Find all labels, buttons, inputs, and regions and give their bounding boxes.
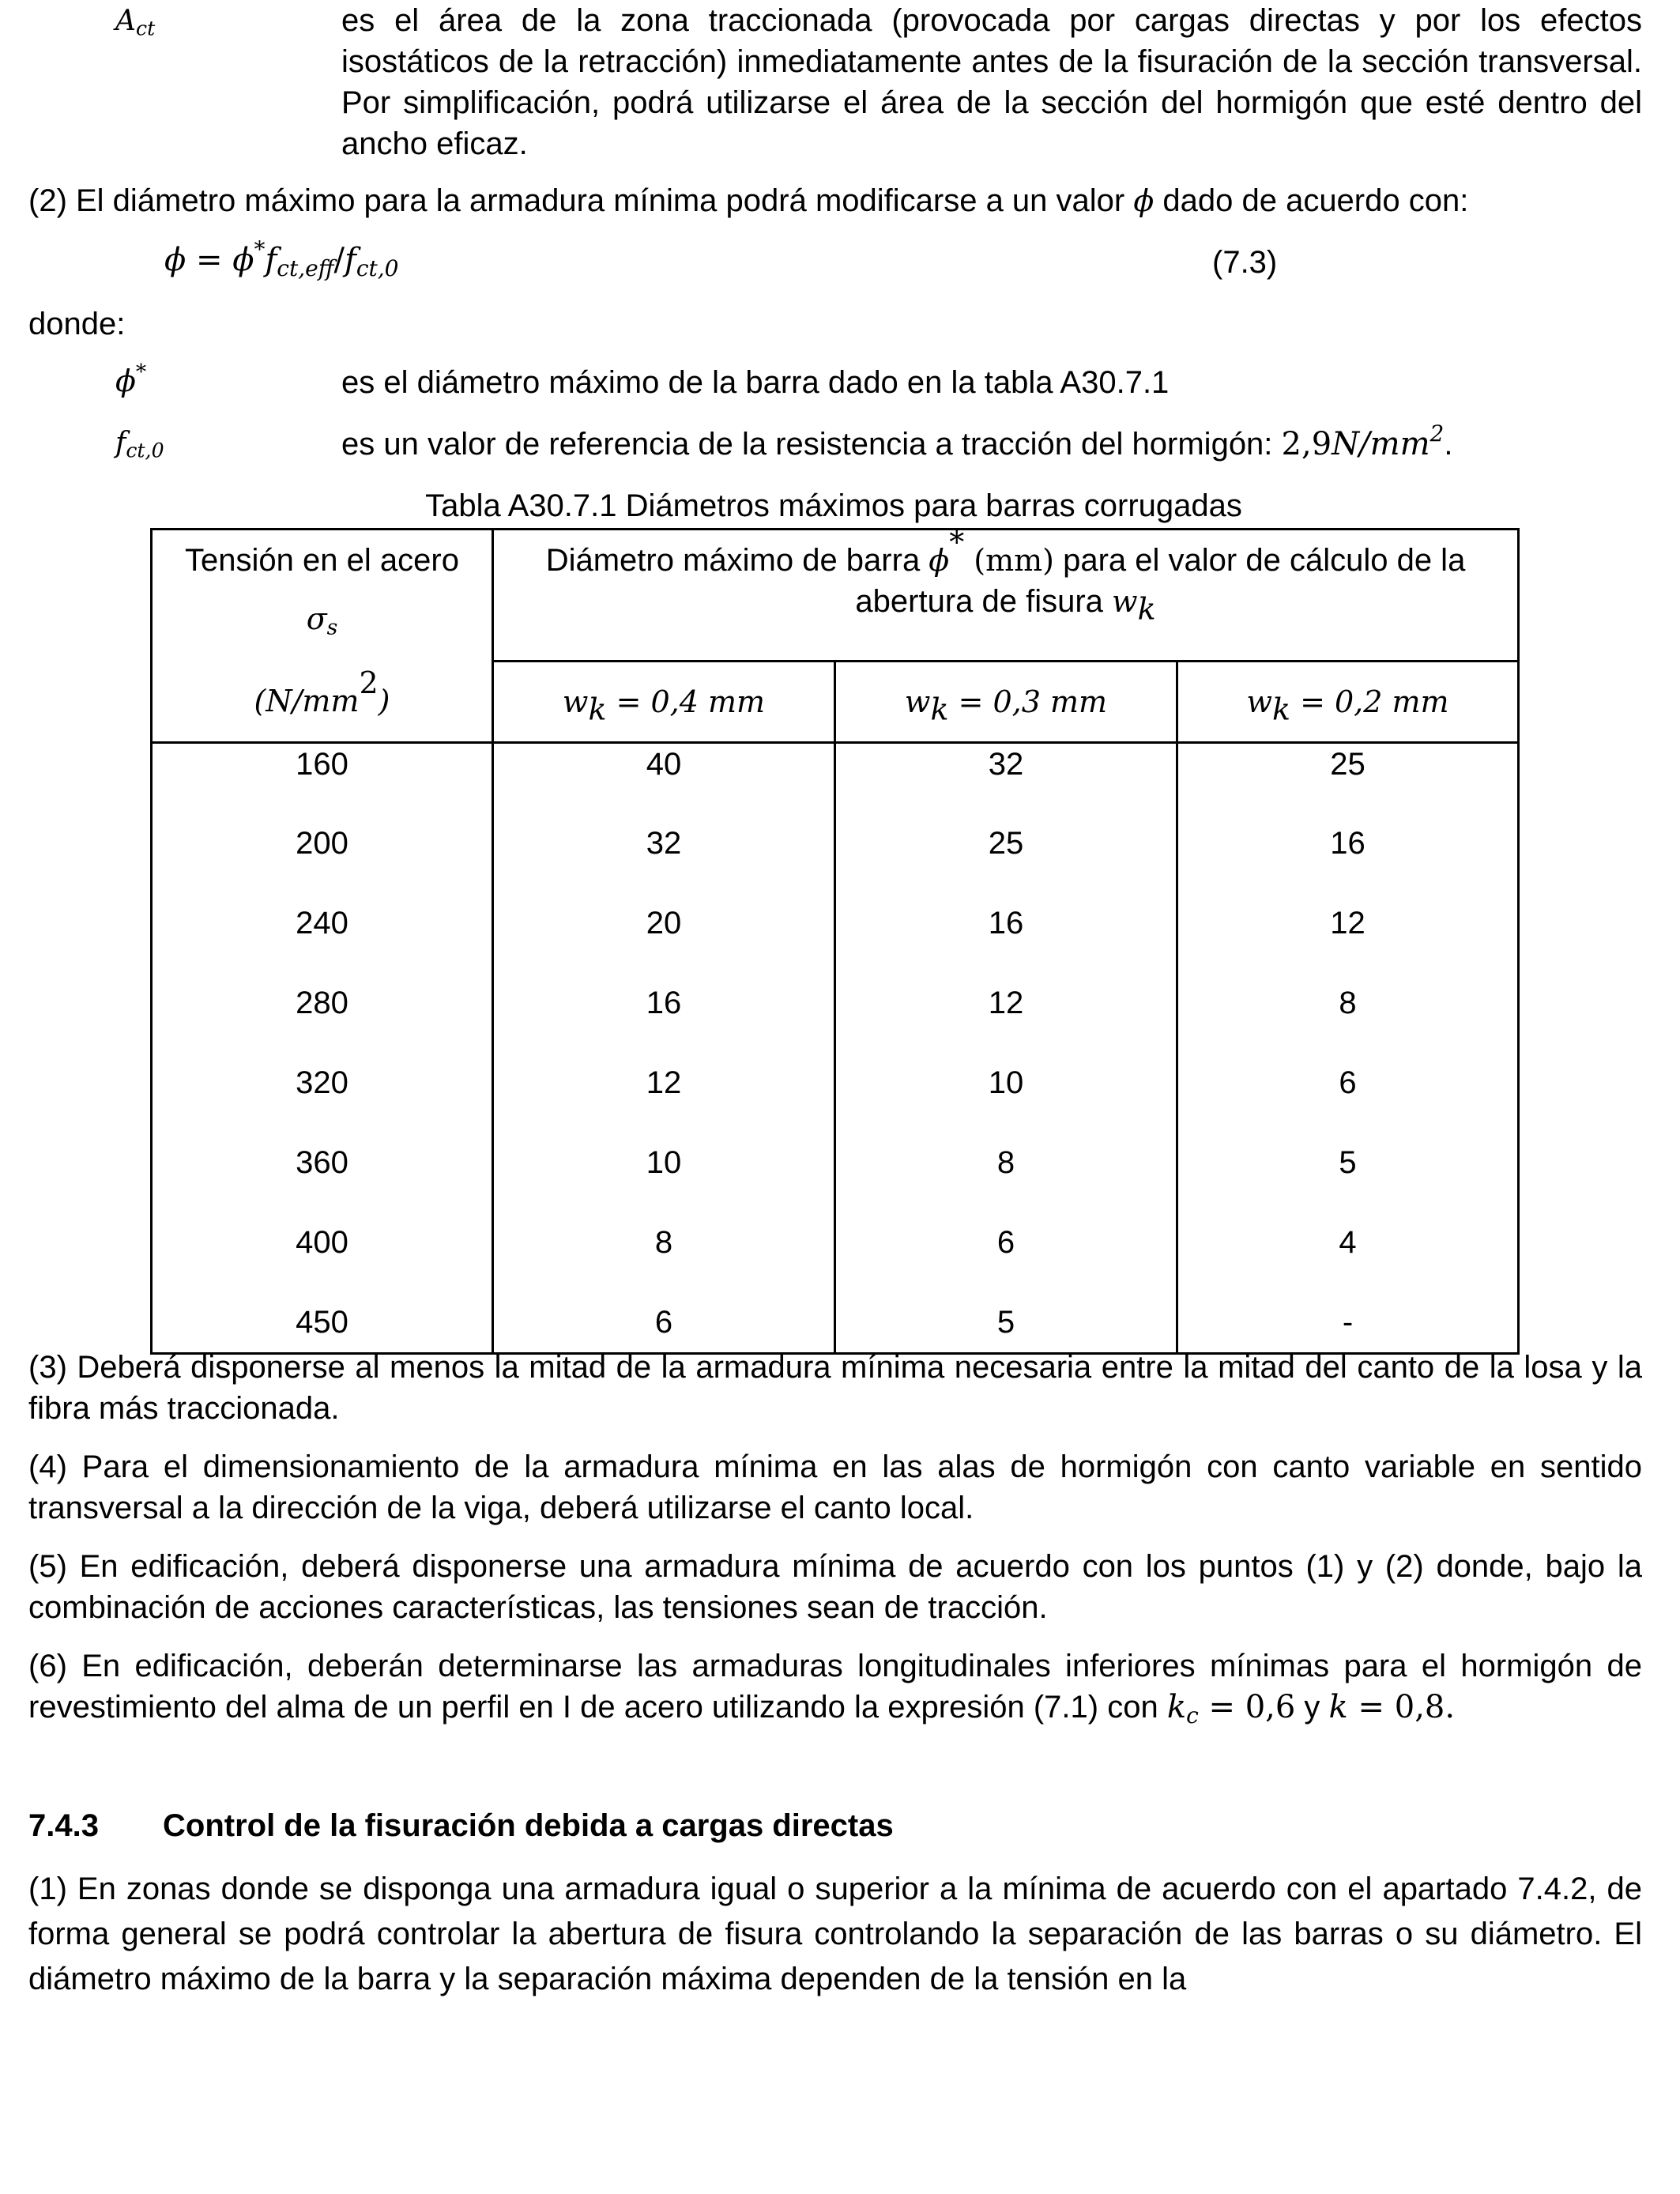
table-cell: 200 (152, 823, 493, 903)
table-cell: 280 (152, 982, 493, 1062)
subheader-wk-03: $w_k = 0,3$ mm (835, 662, 1177, 743)
fct0-definition: es un valor de referencia de la resistencia a tracción del hormigón: $2,9N/mm^2$. (341, 420, 1453, 462)
subheader-wk-02: $w_k = 0,2$ mm (1177, 662, 1519, 743)
table-cell: - (1177, 1302, 1519, 1354)
col1-header-top (152, 530, 493, 662)
table-cell: 10 (493, 1142, 835, 1222)
table-row (152, 823, 1519, 903)
table-cell: 450 (152, 1302, 493, 1354)
table-cell: 400 (152, 1222, 493, 1302)
table-cell: 16 (835, 903, 1177, 982)
table-row (152, 743, 1519, 823)
table-cell: 320 (152, 1062, 493, 1142)
table-cell: 12 (493, 1062, 835, 1142)
table-cell: 12 (835, 982, 1177, 1062)
table-cell: 8 (493, 1222, 835, 1302)
table-cell: 16 (493, 982, 835, 1062)
table-cell: 6 (835, 1222, 1177, 1302)
table-caption: Tabla A30.7.1 Diámetros máximos para barras corrugadas (425, 488, 1242, 523)
symbol-act: $A_{ct}$ (115, 5, 156, 40)
col1-header-label: Tensión en el acero (185, 543, 459, 578)
paragraph-4: (4) Para el dimensionamiento de la armadura mínima en las alas de hormigón con canto variable en sentido transversal a la dirección de la viga, deberá utilizarse el canto local. (28, 1449, 1642, 1525)
table-cell: 360 (152, 1142, 493, 1222)
group-header: Diámetro máximo de barra ϕ* (mm) para el valor de cálculo de la abertura de fisura $w_k$ (493, 530, 1519, 662)
table-cell: 8 (1177, 982, 1519, 1062)
table-cell: 25 (835, 823, 1177, 903)
table-cell: 5 (1177, 1142, 1519, 1222)
table-cell: 32 (493, 823, 835, 903)
paragraph-6: (6) En edificación, deberán determinarse las armaduras longitudinales inferiores mínimas para el hormigón de revestimiento del alma de un perfil en I de acero utilizando la expresión (7.1) con $k_c = 0,6$ y k = 0,8. (28, 1649, 1642, 1728)
table-cell: 20 (493, 903, 835, 982)
table-cell: 5 (835, 1302, 1177, 1354)
section-number: 7.4.3 (28, 1808, 99, 1843)
act-definition: es el área de la zona traccionada (provocada por cargas directas y por los efectos isostáticos de la retracción) inmediatamente antes de la fisuración de la sección transversal. Por simplificación, podrá utilizarse el área de la sección del hormigón que esté dentro del ancho eficaz. (341, 3, 1642, 161)
symbol-fct0: $f_{ct,0}$ (115, 427, 164, 462)
subheader-wk-04: $w_k = 0,4$ mm (493, 662, 835, 743)
max-diameter-table (150, 525, 1520, 1355)
table-row (152, 1302, 1519, 1354)
equation-7-3: $\phi = \phi^*f_{ct,eff}/f_{ct,0}$ (164, 236, 399, 281)
table-cell: 32 (835, 743, 1177, 823)
table-row (152, 1142, 1519, 1222)
paragraph-3: (3) Deberá disponerse al menos la mitad de la armadura mínima necesaria entre la mitad del canto de la losa y la fibra más traccionada. (28, 1350, 1642, 1426)
table-cell: 12 (1177, 903, 1519, 982)
sigma-s-symbol: $\sigma_s$ (306, 601, 338, 640)
table-cell: 25 (1177, 743, 1519, 823)
paragraph-5: (5) En edificación, deberá disponerse una armadura mínima de acuerdo con los puntos (1) y (2) donde, bajo la combinación de acciones características, las tensiones sean de tracción. (28, 1549, 1642, 1625)
table-cell: 6 (493, 1302, 835, 1354)
table-row (152, 982, 1519, 1062)
table-row (152, 1062, 1519, 1142)
table-cell: 16 (1177, 823, 1519, 903)
col1-header-unit: $(N/mm^2)$ (152, 662, 493, 743)
paragraph-2: (2) El diámetro máximo para la armadura mínima podrá modificarse a un valor ϕ dado de acuerdo con: (28, 183, 1469, 218)
equation-number: (7.3) (1212, 245, 1278, 280)
table-row (152, 903, 1519, 982)
table-cell: 6 (1177, 1062, 1519, 1142)
donde-label: donde: (28, 307, 126, 341)
table-cell: 8 (835, 1142, 1177, 1222)
table-cell: 240 (152, 903, 493, 982)
symbol-phi-star: ϕ* (115, 360, 147, 398)
table-row (152, 1222, 1519, 1302)
phi-star-definition: es el diámetro máximo de la barra dado en la tabla A30.7.1 (341, 365, 1170, 400)
section-title: Control de la fisuración debida a cargas directas (163, 1808, 894, 1843)
table-cell: 160 (152, 743, 493, 823)
table-cell: 40 (493, 743, 835, 823)
table-cell: 4 (1177, 1222, 1519, 1302)
table-cell: 10 (835, 1062, 1177, 1142)
paragraph-7-4-3-1: (1) En zonas donde se disponga una armadura igual o superior a la mínima de acuerdo con el apartado 7.4.2, de forma general se podrá controlar la abertura de fisura controlando la separación de las barras o su diámetro. El diámetro máximo de la barra y la separación máxima dependen de la tensión en la (28, 1872, 1642, 1996)
